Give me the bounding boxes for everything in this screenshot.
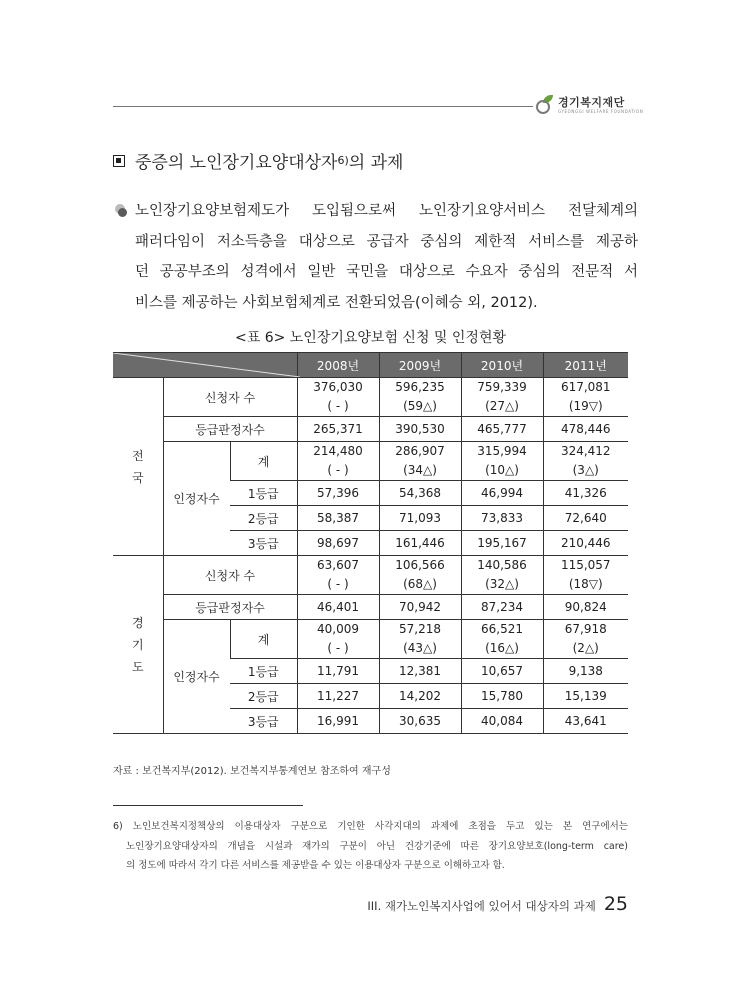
table-cell: 87,234 [461, 595, 543, 620]
table-row [113, 442, 628, 481]
foundation-logo [536, 93, 643, 119]
table-header-row [113, 353, 628, 378]
row-label: 3등급 [230, 531, 297, 556]
table-row [113, 378, 628, 417]
paragraph-line: 던 공공부조의 성격에서 일반 국민을 대상으로 수요자 중심의 전문적 서 [135, 264, 638, 280]
table-row [113, 620, 628, 659]
row-label: 인정자수 [163, 620, 230, 734]
table-cell: 15,780 [461, 684, 543, 709]
table-cell: 43,641 [543, 709, 628, 734]
table-cell: 140,586 (32△) [461, 556, 543, 595]
year-header: 2008년 [297, 353, 379, 378]
chapter-title: III. 재가노인복지사업에 있어서 대상자의 과제 [367, 899, 596, 913]
paragraph-line: 노인장기요양보험제도가 도입됨으로써 노인장기요양서비스 전달체계의 [113, 196, 638, 227]
section-title-tail: 의 과제 [348, 153, 404, 173]
row-label: 3등급 [230, 709, 297, 734]
table-cell: 478,446 [543, 417, 628, 442]
table-cell: 376,030 ( - ) [297, 378, 379, 417]
table-caption: <표 6> 노인장기요양보험 신청 및 인정현황 [234, 330, 506, 346]
table-cell: 70,942 [379, 595, 461, 620]
footnote-ref[interactable]: 6) [337, 154, 349, 167]
paragraph-line: 패러다임이 저소득층을 대상으로 공급자 중심의 제한적 서비스를 제공하 [135, 233, 638, 250]
region-group-gyeonggi [113, 556, 628, 734]
page-footer [367, 893, 628, 915]
row-label: 2등급 [230, 684, 297, 709]
table-row [113, 417, 628, 442]
table-cell: 12,381 [379, 659, 461, 684]
footnote-line: 노인장기요양대상자의 개념을 시설과 재가의 구분이 아닌 건강기준에 따른 장기요양보호(long-term care) [126, 840, 628, 852]
table-cell: 14,202 [379, 684, 461, 709]
row-label: 인정자수 [163, 442, 230, 556]
table-cell: 30,635 [379, 709, 461, 734]
table-cell: 465,777 [461, 417, 543, 442]
table-cell: 390,530 [379, 417, 461, 442]
table-cell: 115,057 (18▽) [543, 556, 628, 595]
table-cell: 58,387 [297, 506, 379, 531]
logo-mark-icon [536, 95, 554, 117]
table-source: 자료 : 보건복지부(2012). 보건복지부통계연보 참조하여 재구성 [113, 766, 391, 777]
footnote-line: 6) 노인보건복지정책상의 이용대상자 구분으로 기인한 사각지대의 과제에 초점을 두고 있는 본 연구에서는 [113, 821, 628, 832]
table-cell: 40,084 [461, 709, 543, 734]
bullet-icon [113, 203, 127, 217]
table-cell: 210,446 [543, 531, 628, 556]
footnote [113, 817, 628, 876]
table-cell: 98,697 [297, 531, 379, 556]
header-corner-cell [113, 353, 297, 378]
row-label: 등급판정자수 [163, 417, 297, 442]
region-group-nation [113, 378, 628, 556]
row-label: 계 [230, 620, 297, 659]
row-label: 2등급 [230, 506, 297, 531]
row-label: 등급판정자수 [163, 595, 297, 620]
table-cell: 16,991 [297, 709, 379, 734]
logo-subtitle: GYEONGGI WELFARE FOUNDATION [558, 109, 644, 114]
diagonal-line [113, 353, 300, 377]
square-bullet-icon [113, 155, 125, 167]
region-label: 경 기 도 [113, 556, 163, 734]
row-label: 신청자 수 [163, 556, 297, 595]
table-cell: 57,396 [297, 481, 379, 506]
table-cell: 324,412 (3△) [543, 442, 628, 481]
row-label: 1등급 [230, 659, 297, 684]
table-cell: 54,368 [379, 481, 461, 506]
year-header: 2010년 [461, 353, 543, 378]
table-cell: 11,227 [297, 684, 379, 709]
page-number: 25 [603, 893, 628, 915]
table-cell: 66,521 (16△) [461, 620, 543, 659]
table-cell: 596,235 (59△) [379, 378, 461, 417]
table-cell: 41,326 [543, 481, 628, 506]
table-cell: 67,918 (2△) [543, 620, 628, 659]
table-cell: 265,371 [297, 417, 379, 442]
row-label: 신청자 수 [163, 378, 297, 417]
footnote-line: 의 정도에 따라서 각기 다른 서비스를 제공받을 수 있는 이용대상자 구분으로 이해하고자 함. [126, 860, 505, 871]
table-cell: 9,138 [543, 659, 628, 684]
table-cell: 195,167 [461, 531, 543, 556]
table-cell: 72,640 [543, 506, 628, 531]
table-cell: 11,791 [297, 659, 379, 684]
table-cell: 315,994 (10△) [461, 442, 543, 481]
row-label: 계 [230, 442, 297, 481]
region-label: 전 국 [113, 378, 163, 556]
table-cell: 73,833 [461, 506, 543, 531]
table-cell: 63,607 ( - ) [297, 556, 379, 595]
table-cell: 106,566 (68△) [379, 556, 461, 595]
table-cell: 46,401 [297, 595, 379, 620]
table-cell: 90,824 [543, 595, 628, 620]
body-paragraph [113, 196, 638, 318]
header-rule [113, 106, 533, 107]
table-cell: 46,994 [461, 481, 543, 506]
table-cell: 617,081 (19▽) [543, 378, 628, 417]
table-cell: 57,218 (43△) [379, 620, 461, 659]
ltc-insurance-table [113, 352, 628, 734]
table-row [113, 556, 628, 595]
table-cell: 71,093 [379, 506, 461, 531]
table-cell: 161,446 [379, 531, 461, 556]
section-title-main: 중증의 노인장기요양대상자 [135, 153, 338, 173]
footnote-rule [113, 805, 303, 806]
logo-name: 경기복지재단 [558, 96, 625, 109]
table-row [113, 595, 628, 620]
table-cell: 15,139 [543, 684, 628, 709]
table-cell: 40,009 ( - ) [297, 620, 379, 659]
table-cell: 286,907 (34△) [379, 442, 461, 481]
section-title [113, 148, 403, 173]
table-cell: 214,480 ( - ) [297, 442, 379, 481]
row-label: 1등급 [230, 481, 297, 506]
paragraph-line: 비스를 제공하는 사회보험체계로 전환되었음(이혜승 외, 2012). [135, 294, 538, 311]
year-header: 2011년 [543, 353, 628, 378]
year-header: 2009년 [379, 353, 461, 378]
table-cell: 10,657 [461, 659, 543, 684]
table-cell: 759,339 (27△) [461, 378, 543, 417]
